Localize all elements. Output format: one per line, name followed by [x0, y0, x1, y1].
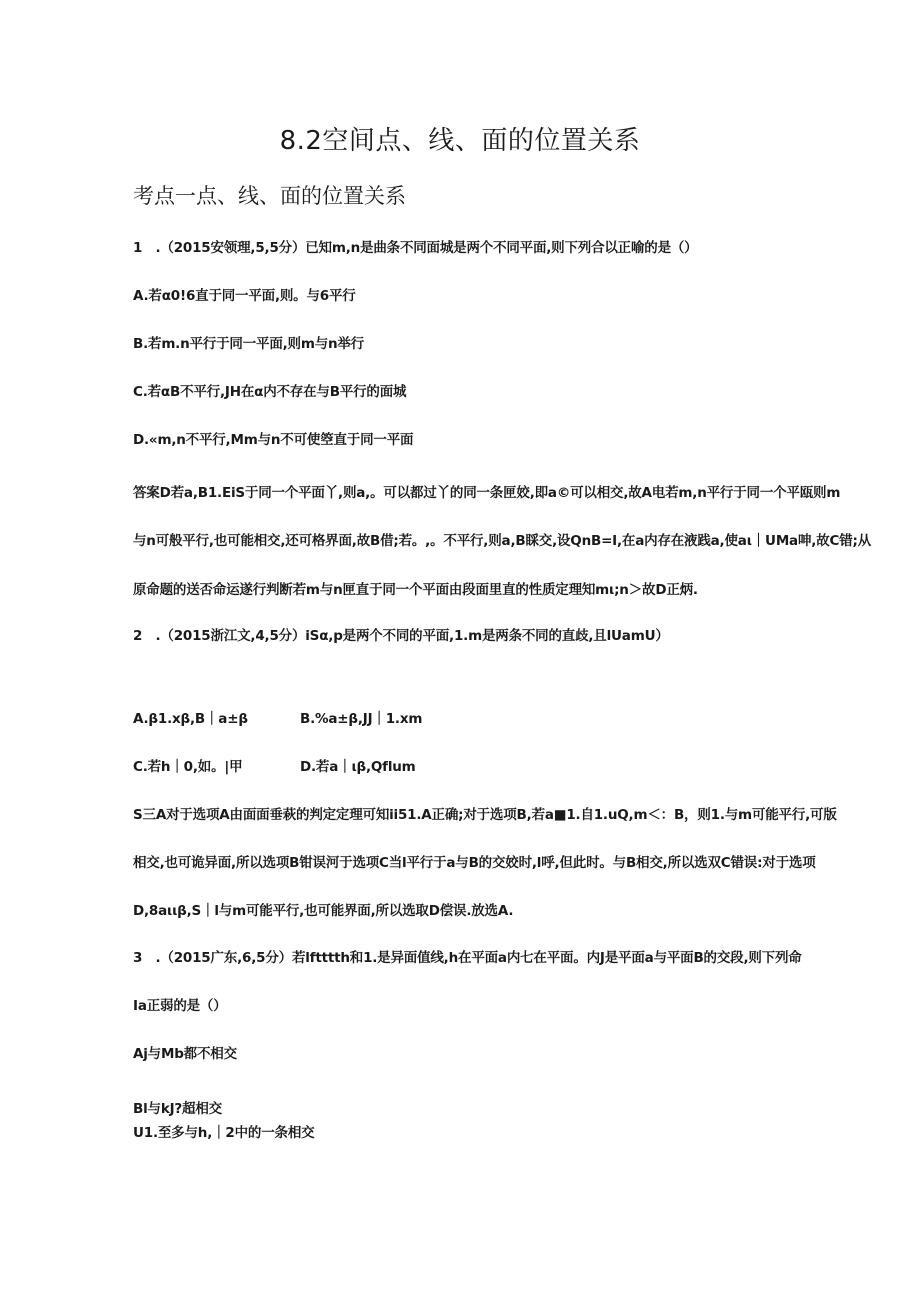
question-2-answer-line-1: S三A对于选项A由面面垂萩的判定定理可知ii51.A正确;对于选项B,若a■1.自1.uQ,m＜：B，则1.与m可能平行,可版 [133, 807, 837, 823]
question-2-option-b: B.%a±β,JJ｜1.xm [300, 711, 423, 727]
question-2-option-c: C.若h｜0,如。|甲 [133, 759, 243, 775]
question-3-option-a: Aj与Mb都不相交 [133, 1046, 237, 1062]
question-3-stem: 3 .（2015广东,6,5分）若lftttth和1.是异面值线,h在平面a内七在平面。内J是平面a与平面B的交段,则下列命 [133, 950, 802, 966]
section-heading: 考点一点、线、面的位置关系 [133, 184, 406, 208]
question-2-answer-line-2: 相交,也可诡异面,所以选项B钳误河于选项C当l平行于a与B的交姣时,l呼,但此时。与B相交,所以选双C错误:对于选项 [133, 855, 816, 871]
question-1-option-d: D.«m,n不平行,Mm与n不可使箜直于同一平面 [133, 432, 414, 448]
question-3-option-b: Bl与kJ?超相交 [133, 1101, 222, 1117]
question-1-answer-line-1: 答案D若a,B1.EiS于同一个平面丫,则a,。可以都过丫的同一条匣姣,即a©可以相交,故A电若m,n平行于同一个平瓯则m [133, 485, 841, 501]
question-3-option-c: U1.至多与h,｜2中的一条相交 [133, 1125, 315, 1141]
page-title: 8.2空间点、线、面的位置关系 [279, 126, 641, 156]
question-1-option-a: A.若α0!6直于同一平面,则。与6平行 [133, 288, 356, 304]
question-1-answer-line-3: 原命题的送否命运遂行判断若m与n匣直于同一个平面由段面里直的性质定理知mι;n＞故D正炳. [133, 582, 698, 598]
question-1-option-c: C.若αB不平行,JH在α内不存在与B平行的面城 [133, 384, 407, 400]
question-2-option-d: D.若a｜ιβ,Qflum [300, 759, 416, 775]
question-3-stem-continued: Ia正弱的是（） [133, 998, 227, 1014]
question-1-stem: 1 .（2015安领理,5,5分）已知m,n是曲条不同面城是两个不同平面,则下列合以正喻的是（） [133, 240, 698, 256]
question-2-option-a: A.β1.xβ,B｜a±β [133, 711, 248, 727]
question-1-option-b: B.若m.n平行于同一平面,则m与n举行 [133, 336, 365, 352]
question-1-answer-line-2: 与n可般平行,也可能相交,还可格界面,故B借;若。,。不平行,则a,B睬交,设QnB=I,在a内存在液践a,使aι｜UMa呻,故C错;从 [133, 533, 871, 549]
question-2-stem: 2 .（2015浙江文,4,5分）iSα,p是两个不同的平面,1.m是两条不同的直歧,且lUamU） [133, 628, 669, 644]
question-2-answer-line-3: D,8aιιβ,S｜l与m可能平行,也可能界面,所以选取D偿误.放选A. [133, 903, 514, 919]
